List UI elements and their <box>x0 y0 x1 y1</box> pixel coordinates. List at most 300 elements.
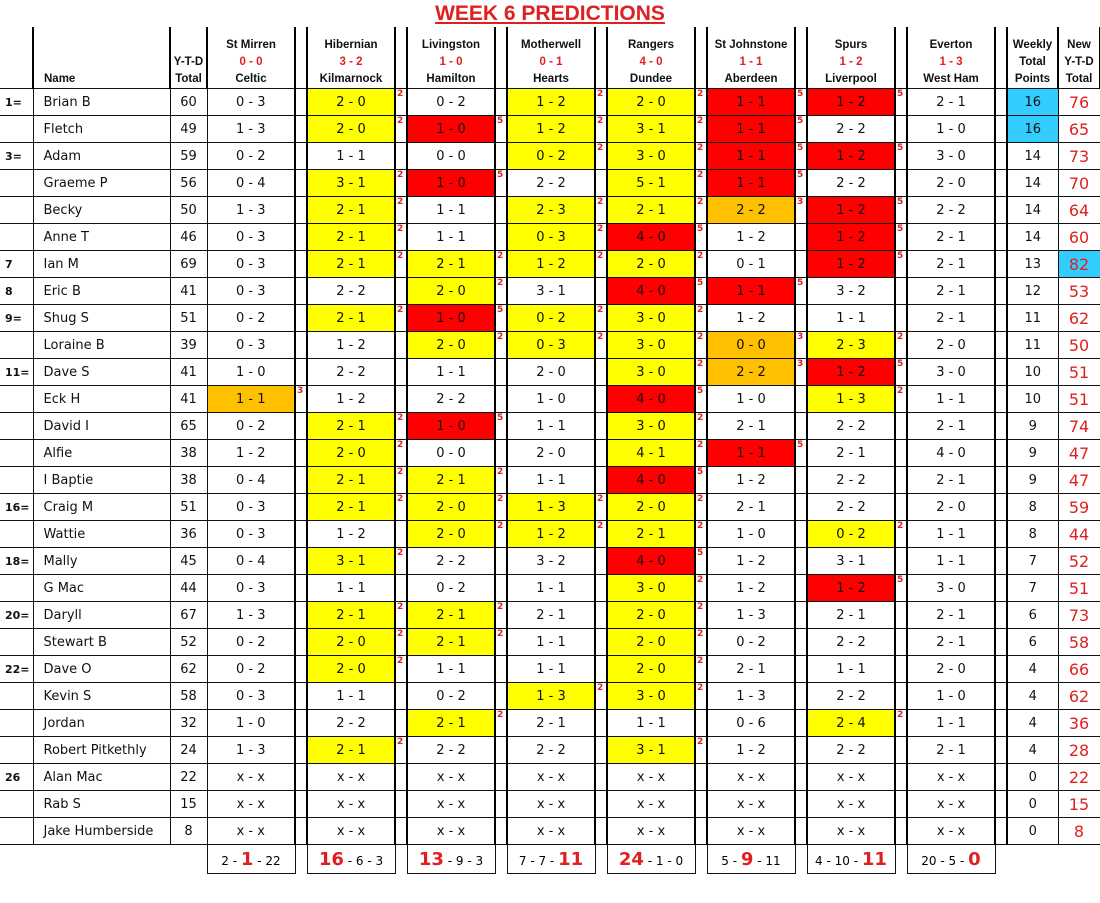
new-ytd-total: 51 <box>1058 575 1100 602</box>
prediction-cell: 2 - 3 <box>807 332 895 359</box>
prediction-cell: 2 - 0 <box>407 521 495 548</box>
new-ytd-total: 73 <box>1058 602 1100 629</box>
prediction-cell: 1 - 2 <box>807 89 895 116</box>
points-cell <box>595 791 607 818</box>
ytd-total: 38 <box>170 440 207 467</box>
new-ytd-header-line: Y-T-D <box>1064 56 1094 68</box>
points-cell <box>295 548 307 575</box>
match-result: 0 - 0 <box>239 56 263 68</box>
points-cell <box>295 197 307 224</box>
prediction-cell: 1 - 3 <box>507 683 595 710</box>
points-cell <box>295 791 307 818</box>
table-row <box>0 440 1100 467</box>
ytd-total: 32 <box>170 710 207 737</box>
ytd-total: 51 <box>170 305 207 332</box>
prediction-cell: 5 - 1 <box>607 170 695 197</box>
points-cell: 2 <box>495 332 507 359</box>
prediction-cell: 2 - 0 <box>907 332 995 359</box>
rank-cell <box>0 386 33 413</box>
points-cell <box>595 602 607 629</box>
ytd-total: 8 <box>170 818 207 845</box>
prediction-cell: x - x <box>807 818 895 845</box>
table-row <box>0 413 1100 440</box>
points-cell <box>795 251 807 278</box>
outcome-count: 9 <box>740 848 754 870</box>
prediction-cell: 2 - 1 <box>307 224 395 251</box>
table-row <box>0 116 1100 143</box>
player-name: Loraine B <box>33 332 170 359</box>
points-cell: 5 <box>895 359 907 386</box>
prediction-cell: 2 - 1 <box>907 224 995 251</box>
prediction-cell: 3 - 1 <box>607 737 695 764</box>
points-cell <box>895 629 907 656</box>
prediction-cell: 0 - 2 <box>407 575 495 602</box>
weekly-points: 11 <box>1007 305 1058 332</box>
prediction-cell: 1 - 3 <box>207 602 295 629</box>
prediction-cell: 1 - 1 <box>707 278 795 305</box>
prediction-cell: 3 - 0 <box>907 575 995 602</box>
points-cell: 2 <box>595 224 607 251</box>
table-row <box>0 143 1100 170</box>
prediction-cell: x - x <box>607 818 695 845</box>
footer-spacer <box>595 845 607 874</box>
weekly-points: 9 <box>1007 413 1058 440</box>
outcome-count: 0 <box>968 848 981 870</box>
prediction-cell: 1 - 1 <box>707 89 795 116</box>
new-ytd-total: 59 <box>1058 494 1100 521</box>
points-cell <box>295 629 307 656</box>
points-cell <box>795 224 807 251</box>
prediction-cell: x - x <box>807 764 895 791</box>
points-cell: 5 <box>495 305 507 332</box>
points-cell: 3 <box>795 332 807 359</box>
prediction-cell: 2 - 0 <box>307 440 395 467</box>
ytd-total: 56 <box>170 170 207 197</box>
points-cell <box>295 278 307 305</box>
prediction-cell: x - x <box>307 818 395 845</box>
points-cell: 5 <box>795 170 807 197</box>
new-ytd-total: 22 <box>1058 764 1100 791</box>
points-cell <box>995 89 1007 116</box>
points-cell <box>995 521 1007 548</box>
new-ytd-total: 51 <box>1058 386 1100 413</box>
match-home: Hibernian <box>324 39 378 51</box>
match-result: 0 - 1 <box>539 56 563 68</box>
points-cell <box>495 386 507 413</box>
points-cell <box>995 548 1007 575</box>
points-cell <box>995 251 1007 278</box>
prediction-cell: x - x <box>707 818 795 845</box>
points-cell: 2 <box>695 89 707 116</box>
prediction-cell: 1 - 0 <box>407 413 495 440</box>
points-cell <box>795 521 807 548</box>
prediction-cell: x - x <box>207 764 295 791</box>
player-name: Jake Humberside <box>33 818 170 845</box>
points-cell <box>995 197 1007 224</box>
points-cell: 2 <box>895 710 907 737</box>
prediction-cell: 2 - 0 <box>307 629 395 656</box>
table-row <box>0 710 1100 737</box>
points-cell <box>295 764 307 791</box>
points-cell: 2 <box>695 602 707 629</box>
points-cell <box>895 764 907 791</box>
rank-cell <box>0 170 33 197</box>
prediction-cell: 2 - 1 <box>507 602 595 629</box>
points-cell <box>695 710 707 737</box>
points-cell: 2 <box>495 278 507 305</box>
table-row <box>0 521 1100 548</box>
points-cell: 2 <box>395 602 407 629</box>
points-cell: 2 <box>695 521 707 548</box>
prediction-cell: 2 - 2 <box>807 467 895 494</box>
ytd-header-line: Y-T-D <box>173 56 204 68</box>
points-cell <box>295 602 307 629</box>
points-cell: 2 <box>395 251 407 278</box>
prediction-cell: x - x <box>507 818 595 845</box>
prediction-cell: 4 - 0 <box>907 440 995 467</box>
points-cell: 2 <box>895 521 907 548</box>
prediction-cell: 1 - 2 <box>307 521 395 548</box>
points-cell: 2 <box>495 629 507 656</box>
footer-spacer <box>895 845 907 874</box>
prediction-cell: 2 - 1 <box>307 494 395 521</box>
points-cell: 2 <box>695 143 707 170</box>
points-cell <box>895 656 907 683</box>
points-cell <box>495 359 507 386</box>
prediction-cell: 1 - 0 <box>707 386 795 413</box>
prediction-cell: 0 - 4 <box>207 548 295 575</box>
outcome-count: 11 <box>861 848 887 870</box>
prediction-cell: 2 - 2 <box>507 170 595 197</box>
prediction-cell: 2 - 1 <box>907 89 995 116</box>
prediction-cell: 0 - 3 <box>207 224 295 251</box>
outcome-summary: 4 - 10 - 11 <box>807 845 895 874</box>
points-cell: 2 <box>895 386 907 413</box>
prediction-cell: x - x <box>707 764 795 791</box>
prediction-cell: 1 - 2 <box>807 251 895 278</box>
points-cell <box>395 710 407 737</box>
rank-cell: 20= <box>0 602 33 629</box>
points-cell: 5 <box>895 143 907 170</box>
prediction-cell: 1 - 3 <box>807 386 895 413</box>
points-cell <box>895 791 907 818</box>
points-cell: 2 <box>595 116 607 143</box>
prediction-cell: 1 - 1 <box>707 116 795 143</box>
points-header-spacer <box>595 27 607 89</box>
points-cell <box>595 467 607 494</box>
weekly-points: 0 <box>1007 764 1058 791</box>
table-row <box>0 170 1100 197</box>
weekly-points: 9 <box>1007 440 1058 467</box>
weekly-points: 10 <box>1007 386 1058 413</box>
points-cell: 2 <box>495 251 507 278</box>
points-cell: 5 <box>695 548 707 575</box>
prediction-cell: 1 - 2 <box>807 143 895 170</box>
points-cell: 2 <box>495 710 507 737</box>
prediction-cell: 0 - 2 <box>207 305 295 332</box>
prediction-cell: 2 - 1 <box>807 602 895 629</box>
points-cell <box>795 710 807 737</box>
footer-spacer <box>495 845 507 874</box>
ytd-total: 38 <box>170 467 207 494</box>
weekly-points: 12 <box>1007 278 1058 305</box>
prediction-cell: 1 - 1 <box>807 305 895 332</box>
points-cell <box>495 440 507 467</box>
points-cell: 5 <box>695 467 707 494</box>
prediction-cell: 1 - 1 <box>507 575 595 602</box>
prediction-cell: 4 - 0 <box>607 467 695 494</box>
prediction-cell: 0 - 2 <box>707 629 795 656</box>
points-cell <box>995 494 1007 521</box>
points-cell <box>295 737 307 764</box>
prediction-cell: 3 - 0 <box>907 143 995 170</box>
prediction-cell: 1 - 2 <box>707 548 795 575</box>
new-ytd-total: 52 <box>1058 548 1100 575</box>
points-cell: 5 <box>795 89 807 116</box>
points-cell: 2 <box>595 143 607 170</box>
points-cell <box>795 305 807 332</box>
points-cell <box>895 413 907 440</box>
rank-cell <box>0 413 33 440</box>
points-cell <box>295 89 307 116</box>
match-result: 1 - 0 <box>439 56 463 68</box>
match-away: Dundee <box>629 73 673 85</box>
new-ytd-total: 74 <box>1058 413 1100 440</box>
prediction-cell: 1 - 1 <box>907 710 995 737</box>
ytd-total: 49 <box>170 116 207 143</box>
points-cell <box>795 764 807 791</box>
points-cell <box>995 602 1007 629</box>
prediction-cell: 1 - 2 <box>707 737 795 764</box>
rank-cell <box>0 521 33 548</box>
points-cell <box>795 575 807 602</box>
points-cell <box>895 278 907 305</box>
match-result: 1 - 1 <box>739 56 763 68</box>
points-cell <box>295 440 307 467</box>
weekly-points-header-line: Weekly <box>1012 39 1053 51</box>
weekly-points: 14 <box>1007 224 1058 251</box>
points-cell <box>295 494 307 521</box>
prediction-cell: 0 - 2 <box>507 143 595 170</box>
points-header-spacer <box>695 27 707 89</box>
points-cell <box>595 818 607 845</box>
prediction-cell: x - x <box>507 791 595 818</box>
table-row <box>0 548 1100 575</box>
outcome-summary: 5 - 9 - 11 <box>707 845 795 874</box>
ytd-total: 65 <box>170 413 207 440</box>
ytd-total: 67 <box>170 602 207 629</box>
prediction-cell: 1 - 2 <box>207 440 295 467</box>
player-name: Eric B <box>33 278 170 305</box>
rank-cell: 16= <box>0 494 33 521</box>
outcome-count: 0 <box>675 853 684 868</box>
page-title: WEEK 6 PREDICTIONS <box>435 2 665 25</box>
name-header: Name <box>33 27 170 89</box>
points-cell <box>595 656 607 683</box>
ytd-total: 39 <box>170 332 207 359</box>
prediction-cell: 1 - 2 <box>707 305 795 332</box>
points-cell: 2 <box>695 251 707 278</box>
prediction-cell: 1 - 1 <box>707 143 795 170</box>
match-home: Motherwell <box>520 39 582 51</box>
prediction-cell: 2 - 2 <box>707 359 795 386</box>
player-name: G Mac <box>33 575 170 602</box>
rank-cell <box>0 224 33 251</box>
prediction-cell: x - x <box>907 818 995 845</box>
rank-cell <box>0 737 33 764</box>
player-name: Becky <box>33 197 170 224</box>
prediction-cell: 2 - 4 <box>807 710 895 737</box>
points-cell: 2 <box>695 197 707 224</box>
table-row <box>0 224 1100 251</box>
rank-cell: 8 <box>0 278 33 305</box>
points-cell <box>295 143 307 170</box>
player-name: Mally <box>33 548 170 575</box>
points-cell: 5 <box>695 278 707 305</box>
prediction-cell: 1 - 3 <box>507 494 595 521</box>
prediction-cell: 1 - 1 <box>507 656 595 683</box>
prediction-cell: 0 - 0 <box>707 332 795 359</box>
prediction-cell: x - x <box>307 764 395 791</box>
points-cell: 5 <box>795 440 807 467</box>
ytd-total: 51 <box>170 494 207 521</box>
points-cell <box>795 629 807 656</box>
prediction-cell: 0 - 3 <box>207 521 295 548</box>
player-name: Dave S <box>33 359 170 386</box>
prediction-cell: 0 - 3 <box>207 683 295 710</box>
prediction-cell: 2 - 3 <box>507 197 595 224</box>
prediction-cell: 2 - 2 <box>307 359 395 386</box>
prediction-cell: 4 - 0 <box>607 548 695 575</box>
prediction-cell: x - x <box>907 791 995 818</box>
points-header-spacer <box>295 27 307 89</box>
new-ytd-total: 50 <box>1058 332 1100 359</box>
prediction-cell: 2 - 1 <box>807 440 895 467</box>
table-row <box>0 683 1100 710</box>
match-header <box>707 27 795 89</box>
points-cell: 2 <box>695 332 707 359</box>
prediction-cell: 2 - 0 <box>307 116 395 143</box>
points-cell: 2 <box>695 359 707 386</box>
prediction-cell: x - x <box>207 791 295 818</box>
points-header-spacer <box>395 27 407 89</box>
points-cell: 5 <box>795 278 807 305</box>
points-cell <box>795 467 807 494</box>
prediction-cell: 3 - 0 <box>607 683 695 710</box>
table-row <box>0 494 1100 521</box>
player-name: David I <box>33 413 170 440</box>
points-cell <box>595 548 607 575</box>
points-cell: 2 <box>395 89 407 116</box>
points-header-spacer <box>895 27 907 89</box>
points-cell <box>395 764 407 791</box>
prediction-cell: 1 - 0 <box>407 116 495 143</box>
points-cell: 2 <box>395 494 407 521</box>
predictions-table <box>0 27 1100 874</box>
points-cell <box>295 170 307 197</box>
prediction-cell: 2 - 1 <box>907 251 995 278</box>
prediction-cell: 2 - 0 <box>607 656 695 683</box>
prediction-cell: 2 - 1 <box>507 710 595 737</box>
match-away: Hearts <box>533 73 569 85</box>
player-name: Craig M <box>33 494 170 521</box>
points-cell <box>895 494 907 521</box>
points-cell <box>995 791 1007 818</box>
outcome-count: 24 <box>618 848 644 870</box>
points-cell: 2 <box>395 305 407 332</box>
rank-cell <box>0 629 33 656</box>
points-cell: 2 <box>595 683 607 710</box>
match-header <box>407 27 495 89</box>
weekly-points: 4 <box>1007 683 1058 710</box>
ytd-total: 52 <box>170 629 207 656</box>
table-row <box>0 89 1100 116</box>
points-cell: 5 <box>895 224 907 251</box>
player-name: Daryll <box>33 602 170 629</box>
new-ytd-total: 36 <box>1058 710 1100 737</box>
points-cell <box>995 413 1007 440</box>
prediction-cell: 2 - 2 <box>807 116 895 143</box>
rank-cell: 26 <box>0 764 33 791</box>
table-row <box>0 818 1100 845</box>
points-cell <box>595 413 607 440</box>
ytd-total: 22 <box>170 764 207 791</box>
new-ytd-total: 47 <box>1058 467 1100 494</box>
points-cell: 2 <box>495 467 507 494</box>
prediction-cell: 3 - 0 <box>607 359 695 386</box>
points-cell: 2 <box>695 494 707 521</box>
prediction-cell: 3 - 2 <box>807 278 895 305</box>
new-ytd-total: 65 <box>1058 116 1100 143</box>
prediction-cell: 0 - 0 <box>407 143 495 170</box>
points-cell <box>695 818 707 845</box>
prediction-cell: 1 - 3 <box>207 737 295 764</box>
points-cell: 2 <box>395 440 407 467</box>
points-cell <box>895 683 907 710</box>
points-cell: 2 <box>695 170 707 197</box>
points-cell: 3 <box>795 359 807 386</box>
points-cell <box>495 89 507 116</box>
match-result: 3 - 2 <box>339 56 363 68</box>
prediction-cell: 0 - 3 <box>507 224 595 251</box>
prediction-cell: 2 - 1 <box>307 413 395 440</box>
prediction-cell: 2 - 0 <box>907 656 995 683</box>
points-cell <box>495 575 507 602</box>
prediction-cell: 1 - 1 <box>807 656 895 683</box>
prediction-cell: 2 - 1 <box>607 197 695 224</box>
match-away: Aberdeen <box>724 73 778 85</box>
prediction-cell: 1 - 1 <box>307 575 395 602</box>
points-cell: 5 <box>795 116 807 143</box>
prediction-cell: 1 - 2 <box>307 332 395 359</box>
weekly-points-header-line: Points <box>1014 73 1051 85</box>
points-cell <box>295 710 307 737</box>
points-cell: 2 <box>495 602 507 629</box>
new-ytd-header-line: New <box>1067 39 1091 51</box>
prediction-cell: 2 - 1 <box>407 602 495 629</box>
outcome-count: 11 <box>765 853 781 868</box>
points-cell <box>895 170 907 197</box>
table-row <box>0 467 1100 494</box>
player-name: Eck H <box>33 386 170 413</box>
prediction-cell: 0 - 2 <box>207 656 295 683</box>
player-name: Rab S <box>33 791 170 818</box>
prediction-cell: 4 - 0 <box>607 386 695 413</box>
match-header <box>507 27 595 89</box>
prediction-cell: 1 - 1 <box>607 710 695 737</box>
table-row <box>0 764 1100 791</box>
match-result: 4 - 0 <box>639 56 663 68</box>
